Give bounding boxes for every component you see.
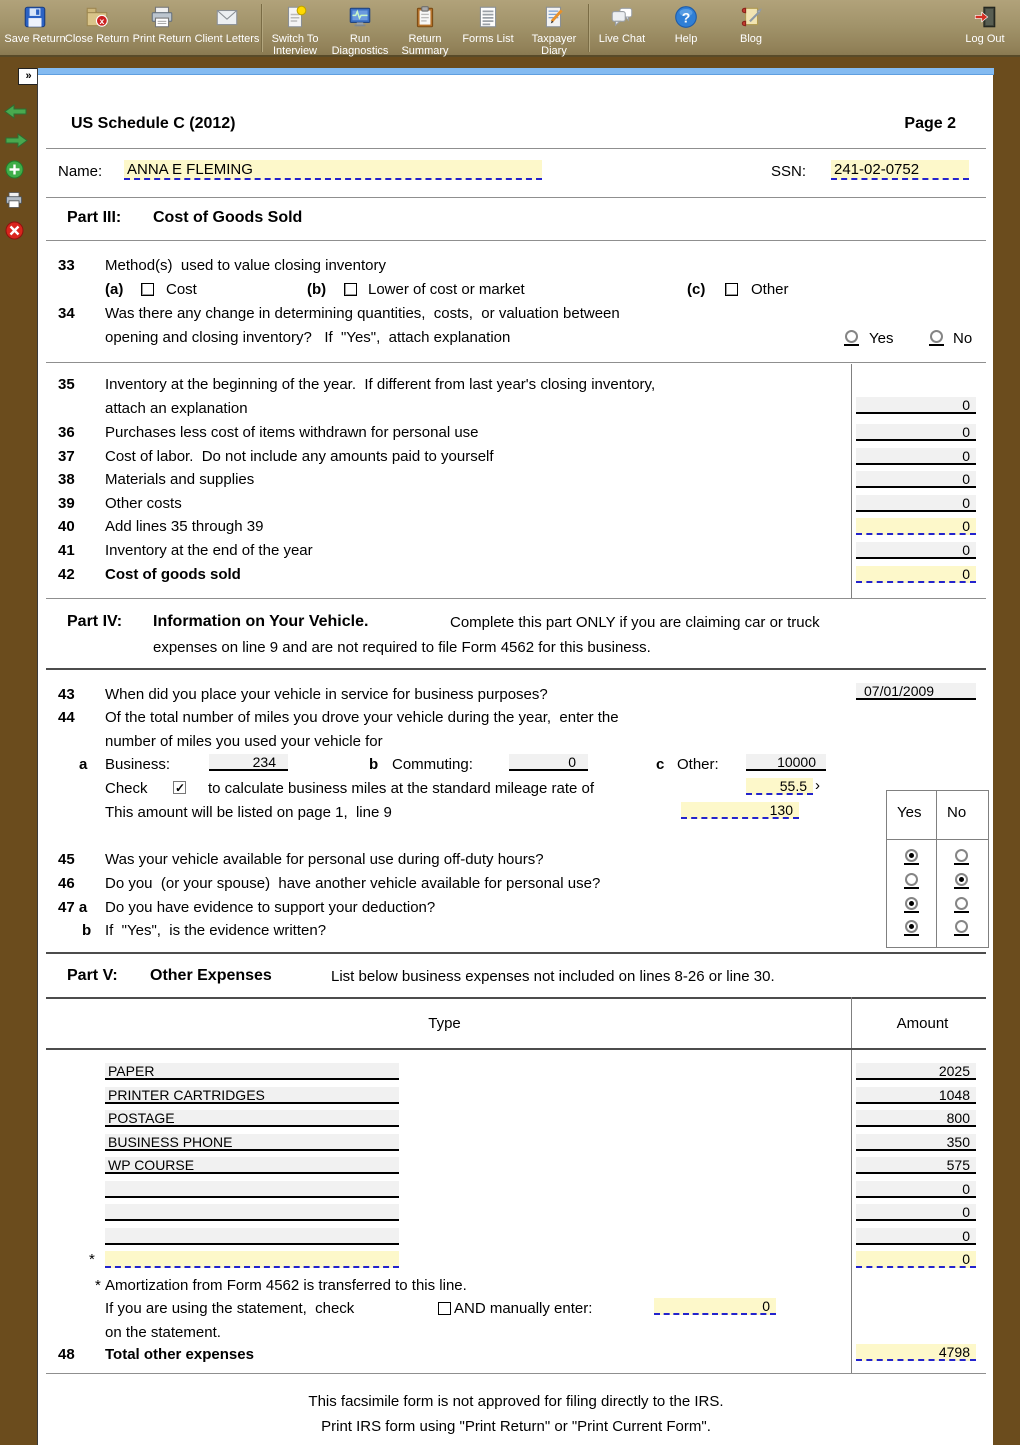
line44a-label: Business: [105, 756, 171, 773]
amortization-row-star: * [89, 1251, 95, 1268]
svg-text:x: x [99, 16, 105, 27]
expense-type-field[interactable] [105, 1204, 399, 1221]
line44b-label: Commuting: [392, 756, 473, 773]
expense-amount-field[interactable]: 350 [856, 1134, 976, 1151]
standard-mileage-checkbox[interactable] [173, 781, 186, 794]
line-number: 40 [58, 518, 75, 535]
svg-text:?: ? [681, 9, 691, 26]
q47b-no-radio[interactable] [954, 920, 969, 936]
help-icon [653, 4, 719, 32]
line44-text2: number of miles you used your vehicle for [105, 733, 383, 750]
line44c-label: Other: [677, 756, 719, 773]
line36-text: Purchases less cost of items withdrawn for personal use [105, 424, 479, 441]
line35-text: Inventory at the beginning of the year. If different from last year's closing inventory, [105, 376, 656, 393]
diagnostics-monitor-icon [327, 4, 393, 32]
line-number: 45 [58, 851, 75, 868]
expense-type-field[interactable] [105, 1228, 399, 1245]
part4-note1: Complete this part ONLY if you are claiming car or truck [450, 614, 820, 631]
commuting-miles-field[interactable]: 0 [509, 754, 588, 771]
toolbar-label: Blog [739, 33, 763, 45]
table-column-divider [851, 997, 852, 1373]
other-miles-field[interactable]: 10000 [746, 754, 826, 771]
check-label: Check [105, 780, 148, 797]
line34-text1: Was there any change in determining quantities, costs, or valuation between [105, 305, 620, 322]
line33c-key: (c) [687, 281, 706, 298]
line33b-label: Lower of cost or market [368, 281, 525, 298]
amortization-star: * [95, 1277, 101, 1294]
run-diagnostics-button[interactable] [327, 4, 393, 57]
interview-page-icon [262, 4, 328, 32]
line44b-key: b [369, 756, 379, 773]
line40-amount-field[interactable]: 0 [856, 518, 976, 535]
line33b-key: (b) [307, 281, 327, 298]
expense-amount-field[interactable]: 0 [856, 1228, 976, 1245]
line38-text: Materials and supplies [105, 471, 255, 488]
line33a-label: Cost [166, 281, 197, 298]
divider [46, 997, 986, 999]
line-number: 47 a [58, 899, 88, 916]
printer-icon [129, 4, 195, 32]
line34-text2: opening and closing inventory? If "Yes", attach explanation [105, 329, 511, 346]
yes-no-header-divider [887, 839, 988, 840]
taxpayer-diary-button[interactable] [521, 4, 587, 57]
expense-type-field[interactable]: POSTAGE [105, 1110, 399, 1127]
expense-amount-field[interactable]: 0 [856, 1204, 976, 1221]
part4-label: Part IV: [67, 613, 123, 630]
q47b-text: If "Yes", is the evidence written? [105, 922, 327, 939]
part4-title: Information on Your Vehicle. [153, 613, 369, 630]
line-number: 38 [58, 471, 75, 488]
line-number: 46 [58, 875, 75, 892]
line-number: 42 [58, 566, 75, 583]
forms-list-button[interactable] [455, 4, 521, 45]
expense-type-field[interactable] [105, 1181, 399, 1198]
divider [46, 1373, 986, 1374]
name-field[interactable]: ANNA E FLEMING [124, 160, 542, 180]
close-folder-icon [64, 4, 130, 32]
expense-type-field[interactable]: WP COURSE [105, 1157, 399, 1174]
q46-no-radio[interactable] [954, 873, 969, 889]
line-number: b [82, 922, 92, 939]
divider [46, 1048, 986, 1050]
part3-label: Part III: [67, 209, 122, 226]
toolbar-label: Live Chat [598, 33, 646, 45]
expense-amount-field[interactable]: 800 [856, 1110, 976, 1127]
expense-amount-field[interactable]: 575 [856, 1157, 976, 1174]
amortization-line2b: AND manually enter: [454, 1300, 593, 1317]
expense-amount-field[interactable]: 2025 [856, 1063, 976, 1080]
divider [46, 240, 986, 241]
chat-bubbles-icon [589, 4, 655, 32]
part5-note: List below business expenses not included on lines 8-26 or line 30. [331, 968, 775, 985]
part5-label: Part V: [67, 967, 118, 984]
lower-cost-checkbox[interactable] [344, 283, 357, 296]
line36-amount-field[interactable]: 0 [856, 424, 976, 441]
forms-list-icon [455, 4, 521, 32]
mileage-rate-field[interactable]: 55.5 [746, 778, 813, 795]
line-number: 41 [58, 542, 75, 559]
blog-button[interactable] [718, 4, 784, 45]
line33-text: Method(s) used to value closing inventory [105, 257, 386, 274]
divider [46, 668, 986, 670]
line-number: 39 [58, 495, 75, 512]
nav-forward-arrow-icon[interactable] [4, 133, 28, 153]
sidebar-expand-tab[interactable]: » [18, 68, 39, 85]
divider [46, 197, 986, 198]
line-number: 36 [58, 424, 75, 441]
expense-type-field[interactable]: PAPER [105, 1063, 399, 1080]
business-miles-field[interactable]: 234 [209, 754, 288, 771]
envelope-icon [194, 4, 260, 32]
line42-text: Cost of goods sold [105, 566, 241, 583]
toolbar-label: Help [674, 33, 698, 45]
toolbar-label: Forms List [462, 33, 514, 45]
manual-entry-field[interactable]: 0 [654, 1298, 776, 1315]
amortization-line2a: If you are using the statement, check [105, 1300, 355, 1317]
line-number: 48 [58, 1346, 75, 1363]
line34-no-radio[interactable] [929, 330, 944, 346]
line44-text1: Of the total number of miles you drove your vehicle during the year, enter the [105, 709, 619, 726]
line43-date-field[interactable]: 07/01/2009 [856, 683, 976, 700]
facsimile-notice: This facsimile form is not approved for filing directly to the IRS. [308, 1393, 724, 1410]
q45-no-radio[interactable] [954, 849, 969, 865]
live-chat-button[interactable] [589, 4, 655, 45]
toolbar-label: Print Return [132, 33, 192, 45]
yes-no-column-divider [936, 791, 937, 947]
line35-text2: attach an explanation [105, 400, 248, 417]
add-form-icon[interactable] [5, 160, 24, 184]
line34-yes-radio[interactable] [844, 330, 859, 346]
help-button[interactable] [653, 4, 719, 45]
divider [46, 148, 986, 149]
client-letters-button[interactable] [194, 4, 260, 45]
amortization-type-field[interactable] [105, 1251, 399, 1268]
mileage-amount-field[interactable]: 130 [681, 802, 799, 819]
expense-type-field[interactable]: BUSINESS PHONE [105, 1134, 399, 1151]
print-return-button[interactable] [129, 4, 195, 45]
toolbar-label: Client Letters [194, 33, 260, 45]
no-column-header: No [947, 804, 967, 821]
toolbar-label: Switch To Interview [271, 33, 319, 57]
switch-to-interview-button[interactable] [262, 4, 328, 57]
q47a-yes-radio[interactable] [904, 897, 919, 913]
amount-column-divider [851, 364, 852, 598]
yes-column-header: Yes [897, 804, 922, 821]
line39-text: Other costs [105, 495, 182, 512]
nav-back-arrow-icon[interactable] [4, 104, 28, 124]
part3-title: Cost of Goods Sold [153, 209, 303, 226]
line34-yes-label: Yes [869, 330, 894, 347]
divider [46, 362, 986, 363]
page-number: Page 2 [904, 115, 956, 132]
toolbar-label: Log Out [965, 33, 1005, 45]
q47a-text: Do you have evidence to support your deduction? [105, 899, 436, 916]
divider [46, 598, 986, 599]
toolbar-label: Run Diagnostics [331, 33, 389, 57]
toolbar-label: Taxpayer Diary [531, 33, 577, 57]
toolbar-label: Close Return [64, 33, 130, 45]
statement-checkbox[interactable] [438, 1302, 451, 1315]
print-form-icon[interactable] [4, 190, 24, 215]
ssn-label: SSN: [771, 163, 807, 180]
q47a-no-radio[interactable] [954, 897, 969, 913]
line-number: 34 [58, 305, 75, 322]
page-top-strip [38, 68, 994, 75]
part5-title: Other Expenses [150, 967, 272, 984]
line37-amount-field[interactable]: 0 [856, 448, 976, 465]
line48-total-field[interactable]: 4798 [856, 1344, 976, 1361]
q46-yes-radio[interactable] [904, 873, 919, 889]
expense-type-field[interactable]: PRINTER CARTRIDGES [105, 1087, 399, 1104]
log-out-door-icon [952, 4, 1018, 32]
line-number: 37 [58, 448, 75, 465]
toolbar [0, 0, 1020, 57]
save-return-button[interactable] [2, 4, 68, 45]
line33a-key: (a) [105, 281, 124, 298]
amortization-line1: Amortization from Form 4562 is transferred to this line. [105, 1277, 467, 1294]
line48-text: Total other expenses [105, 1346, 254, 1363]
amortization-line3: on the statement. [105, 1324, 221, 1341]
line-number: 35 [58, 376, 75, 393]
toolbar-label: Save Return [4, 33, 66, 45]
log-out-button[interactable] [952, 4, 1018, 45]
line-number: 44 [58, 709, 75, 726]
ssn-field[interactable]: 241-02-0752 [831, 160, 969, 180]
print-instruction: Print IRS form using "Print Return" or "Print Current Form". [321, 1418, 711, 1435]
line42-amount-field[interactable]: 0 [856, 566, 976, 583]
line35-amount-field[interactable]: 0 [856, 397, 976, 414]
amount-column-header: Amount [896, 1015, 949, 1032]
form-page [37, 68, 993, 1445]
line37-text: Cost of labor. Do not include any amounts paid to yourself [105, 448, 494, 465]
amortization-amount-field[interactable]: 0 [856, 1251, 976, 1268]
line-number: 33 [58, 257, 75, 274]
close-form-icon[interactable] [5, 221, 24, 245]
check-text: to calculate business miles at the standard mileage rate of [208, 780, 595, 797]
divider [46, 952, 986, 954]
line40-text: Add lines 35 through 39 [105, 518, 264, 535]
line38-amount-field[interactable]: 0 [856, 471, 976, 488]
line44c-key: c [656, 756, 665, 773]
toolbar-label: Return Summary [401, 33, 449, 57]
form-title: US Schedule C (2012) [71, 115, 236, 132]
q45-text: Was your vehicle available for personal use during off-duty hours? [105, 851, 544, 868]
amount-listed-text: This amount will be listed on page 1, line 9 [105, 804, 392, 821]
line41-text: Inventory at the end of the year [105, 542, 313, 559]
clipboard-icon [392, 4, 458, 32]
expense-amount-field[interactable]: 1048 [856, 1087, 976, 1104]
name-label: Name: [58, 163, 103, 180]
q46-text: Do you (or your spouse) have another vehicle available for personal use? [105, 875, 601, 892]
part4-note2: expenses on line 9 and are not required to file Form 4562 for this business. [153, 639, 651, 656]
line39-amount-field[interactable]: 0 [856, 495, 976, 512]
rate-arrow: › [815, 777, 820, 794]
line33c-label: Other [751, 281, 789, 298]
blog-scroll-icon [718, 4, 784, 32]
expense-amount-field[interactable]: 0 [856, 1181, 976, 1198]
type-column-header: Type [428, 1015, 461, 1032]
close-return-button[interactable] [64, 4, 130, 45]
line41-amount-field[interactable]: 0 [856, 542, 976, 559]
line44a-key: a [79, 756, 88, 773]
q47b-yes-radio[interactable] [904, 920, 919, 936]
return-summary-button[interactable] [392, 4, 458, 57]
save-icon [2, 4, 68, 32]
cost-checkbox[interactable] [141, 283, 154, 296]
line34-no-label: No [953, 330, 973, 347]
other-method-checkbox[interactable] [725, 283, 738, 296]
line-number: 43 [58, 686, 75, 703]
line43-text: When did you place your vehicle in service for business purposes? [105, 686, 548, 703]
q45-yes-radio[interactable] [904, 849, 919, 865]
diary-pencil-icon [521, 4, 587, 32]
